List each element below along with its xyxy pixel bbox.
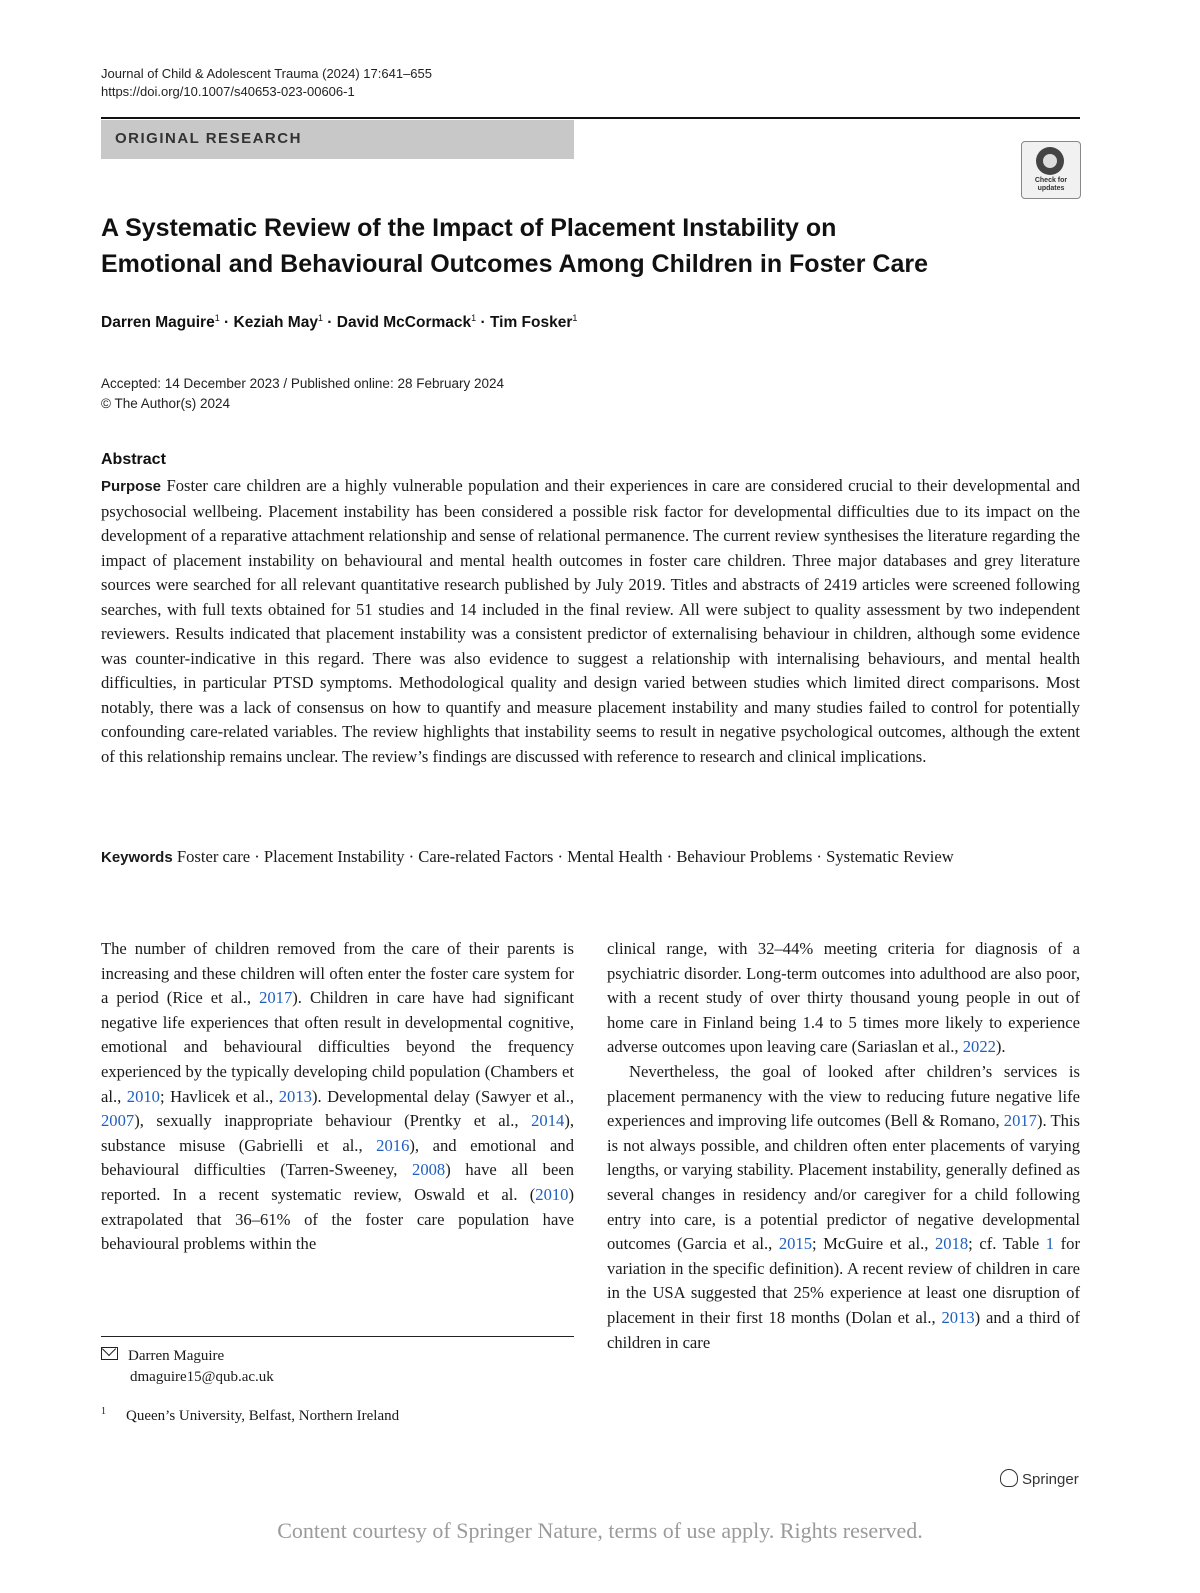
citation-link[interactable]: 2014 xyxy=(531,1111,565,1131)
body-column-left xyxy=(101,937,574,1257)
body-text: ), sexually inappropriate behaviour (Prentky et al., xyxy=(134,1111,532,1131)
header-rule xyxy=(101,117,1080,119)
body-text: ; McGuire et al., xyxy=(812,1234,935,1254)
author-separator: · xyxy=(224,314,230,332)
body-text: ) have all been reported. In a recent systematic review, Oswald et al. ( xyxy=(101,1160,574,1204)
abstract-body xyxy=(101,474,1080,769)
body-text: ) and a third of children in care xyxy=(607,1307,1080,1352)
author-list xyxy=(101,313,577,332)
section-banner xyxy=(101,120,574,159)
body-text: clinical range, with 32–44% meeting criteria for diagnosis of a psychiatric disorder. Long-term outcomes into adulthood are also poor, with a recent study of over thirty thousand young people in out of home care in Finland being 1.4 to 5 times more likely to experience adverse outcomes upon leaving care (Sariaslan et al., xyxy=(607,939,1080,1057)
publisher-name: Springer xyxy=(1022,1471,1079,1488)
author-name[interactable]: Tim Fosker xyxy=(489,314,573,332)
contact-name: Darren Maguire xyxy=(128,1348,225,1364)
corresponding-author xyxy=(101,1346,274,1388)
citation-link[interactable]: 2018 xyxy=(934,1234,969,1254)
crossmark-label: Check for updates xyxy=(1034,177,1068,192)
keywords-text: Foster care · Placement Instability · Care-related Factors · Mental Health · Behaviour Problems · Systematic Review xyxy=(176,847,954,866)
author-affiliation: 1 xyxy=(214,313,220,323)
publisher-logo xyxy=(1000,1469,1079,1488)
citation-link[interactable]: 2010 xyxy=(126,1086,160,1106)
body-text: ), and emotional and behavioural difficulties (Tarren-Sweeney, xyxy=(101,1135,574,1180)
author-name[interactable]: Darren Maguire xyxy=(101,314,215,332)
affiliation-text: Queen’s University, Belfast, Northern Ireland xyxy=(126,1408,400,1424)
body-text: ). Developmental delay (Sawyer et al., xyxy=(311,1086,574,1106)
abstract-heading: Abstract xyxy=(101,451,166,468)
author-affiliation: 1 xyxy=(572,313,578,323)
section-label: ORIGINAL RESEARCH xyxy=(115,130,302,147)
body-text: The number of children removed from the care of their parents is increasing and these children will often enter the foster care system for a period (Rice et al., xyxy=(101,939,574,1008)
author-name[interactable]: David McCormack xyxy=(336,314,472,332)
intro-paragraph xyxy=(101,937,574,1257)
article-title xyxy=(101,210,1051,282)
doi-link[interactable]: https://doi.org/10.1007/s40653-023-00606-1 xyxy=(101,84,355,99)
author-affiliation: 1 xyxy=(471,313,477,323)
abstract-purpose-label: Purpose xyxy=(101,478,162,495)
author-affiliation: 1 xyxy=(317,313,323,323)
abstract-text: Foster care children are a highly vulnerable population and their experiences in care are considered crucial to their developmental and psychosocial wellbeing. Placement instability has been considered a possible risk factor for developmental difficulties due to its impact on the development of a reparative attachment relationship and sense of relational permanence. The current review synthesises the literature regarding the impact of placement instability on behavioural and mental health outcomes in foster care children. Three major databases and grey literature sources were searched for all relevant quantitative research published by July 2019. Titles and abstracts of 2419 articles were screened following searches, with full texts obtained for 51 studies and 14 included in the final review. All were subject to quality assessment by two independent reviewers. Results indicated that placement instability was a consistent predictor of externalising behaviour in children, although some evidence was counter-indicative in this regard. There was also evidence to suggest a relationship with internalising behaviours, and mental health difficulties, in particular PTSD symptoms. Methodological quality and design varied between studies which limited direct comparisons. Most notably, there was a lack of consensus on how to quantify and measure placement instability and many studies failed to control for potentially confounding care-related variables. The review highlights that instability seems to result in negative psychological outcomes, although the extent of this relationship remains unclear. The review’s findings are discussed with reference to research and clinical implications. xyxy=(101,476,1080,766)
author-name[interactable]: Keziah May xyxy=(233,314,318,332)
body-text: Nevertheless, the goal of looked after children’s services is placement permanency with the view to reducing future negative life experiences and improving life outcomes (Bell & Romano, xyxy=(607,1061,1080,1131)
journal-citation: Journal of Child & Adolescent Trauma (2024) 17:641–655 xyxy=(101,66,432,81)
affiliation-number: 1 xyxy=(101,1406,106,1417)
body-text: ) extrapolated that 36–61% of the foster care population have behavioural problems within the xyxy=(101,1184,574,1254)
title-line-2: Emotional and Behavioural Outcomes Among Children in Foster Care xyxy=(101,250,928,278)
body-text: ). This is not always possible, and children often enter placements of varying lengths, or varying stability. Placement instability, generally defined as several changes in residency and/or caregiver for a child following entry into care, is a potential predictor of negative developmental outcomes (Garcia et al., xyxy=(607,1111,1080,1254)
footnote-rule xyxy=(101,1336,574,1337)
continued-paragraph xyxy=(607,937,1080,1060)
body-text: for variation in the specific definition). A recent review of children in care in the USA suggested that 25% experience at least one disruption of placement in their first 18 months (Dolan et al., xyxy=(607,1234,1080,1327)
publication-dates xyxy=(101,374,504,414)
body-text: ). Children in care have had significant negative life experiences that often result in developmental cognitive, emotional and behavioural difficulties beyond the frequency experienced by the typically developing child population (Chambers et al., xyxy=(101,988,574,1106)
citation-link[interactable]: 2008 xyxy=(412,1160,446,1180)
crossmark-icon xyxy=(1036,147,1064,175)
citation-link[interactable]: 2022 xyxy=(962,1037,996,1057)
body-text: ; cf. Table xyxy=(968,1234,1046,1254)
citation-link[interactable]: 2017 xyxy=(259,988,293,1008)
courtesy-notice: Content courtesy of Springer Nature, terms of use apply. Rights reserved. xyxy=(277,1518,923,1543)
affiliation-footnote xyxy=(101,1406,399,1425)
journal-header xyxy=(101,65,432,101)
check-for-updates-badge[interactable] xyxy=(1021,141,1081,199)
citation-link[interactable]: 2017 xyxy=(1003,1111,1037,1131)
citation-link[interactable]: 2016 xyxy=(376,1135,410,1155)
body-column-right xyxy=(607,937,1080,1355)
springer-horse-icon xyxy=(1000,1469,1018,1487)
citation-link[interactable]: 2010 xyxy=(535,1184,569,1204)
mail-icon xyxy=(101,1347,118,1360)
accepted-published-dates: Accepted: 14 December 2023 / Published online: 28 February 2024 xyxy=(101,376,505,391)
author-separator: · xyxy=(327,314,333,332)
copyright-line: © The Author(s) 2024 xyxy=(101,396,231,411)
placement-paragraph xyxy=(607,1060,1080,1355)
contact-email[interactable]: dmaguire15@qub.ac.uk xyxy=(130,1369,274,1385)
keywords-label: Keywords xyxy=(101,849,173,866)
title-line-1: A Systematic Review of the Impact of Placement Instability on xyxy=(101,214,837,242)
citation-link[interactable]: 2013 xyxy=(941,1307,975,1327)
citation-link[interactable]: 2007 xyxy=(101,1111,135,1131)
citation-link[interactable]: 2013 xyxy=(278,1086,312,1106)
author-separator: · xyxy=(480,314,486,332)
body-text: ). xyxy=(995,1037,1006,1057)
keywords-section xyxy=(101,844,1080,870)
body-text: ), substance misuse (Gabrielli et al., xyxy=(101,1111,574,1155)
citation-link[interactable]: 2015 xyxy=(778,1234,812,1254)
body-text: ; Havlicek et al., xyxy=(159,1086,279,1106)
table-link[interactable]: 1 xyxy=(1045,1234,1055,1254)
